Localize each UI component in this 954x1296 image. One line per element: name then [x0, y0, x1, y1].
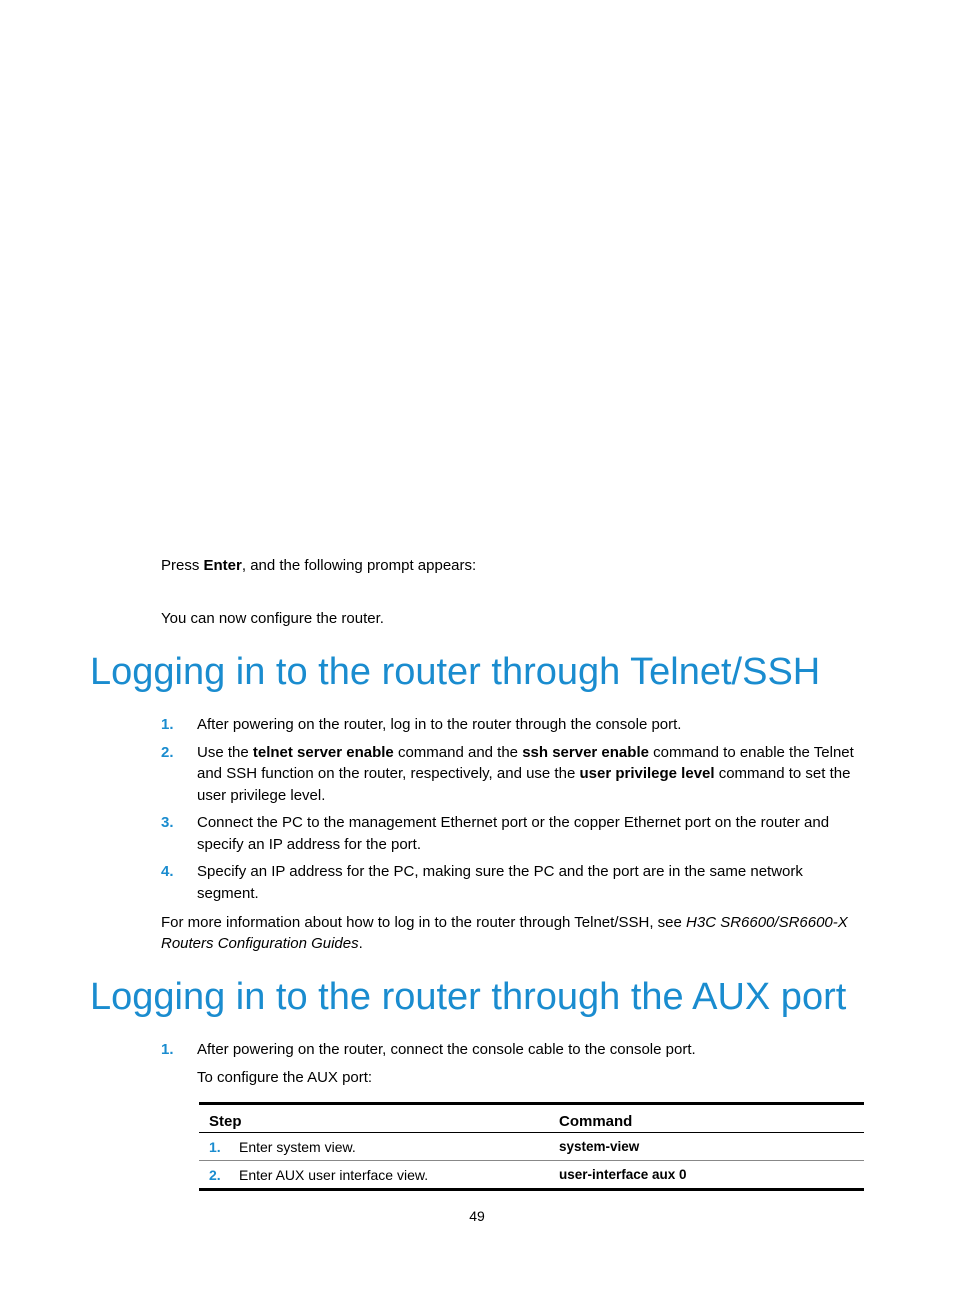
- list-item: 3. Connect the PC to the management Ethernet port or the copper Ethernet port on the router and specify an IP address for the port.: [161, 814, 830, 853]
- table-row: 2. Enter AUX user interface view. user-interface aux 0: [199, 1161, 864, 1190]
- privilege-command: user privilege level: [579, 765, 715, 782]
- aux-port-heading: Logging in to the router through the AUX port: [90, 976, 847, 1018]
- configure-now-paragraph: You can now configure the router.: [161, 610, 384, 627]
- telnet-command: telnet server enable: [252, 743, 394, 761]
- list-item: 4. Specify an IP address for the PC, making sure the PC and the port are in the same network segment.: [161, 863, 803, 902]
- configure-aux-label: To configure the AUX port:: [197, 1068, 373, 1086]
- list-item: 1. After powering on the router, log in to the router through the console port.: [161, 716, 682, 733]
- enter-key: Enter: [203, 557, 242, 574]
- aux-config-table: [199, 1102, 864, 1191]
- press-enter-paragraph: Press Enter, and the following prompt appears:: [161, 557, 477, 574]
- list-item: 2. Use the telnet server enable command and the ssh server enable command to enable the Telnet and SSH function on the router, respectively, and use the user privilege level command to set the user privilege level.: [161, 743, 854, 804]
- command-cell: system-view: [549, 1133, 864, 1161]
- command-column-header: Command: [549, 1104, 864, 1133]
- telnet-steps-list: [161, 714, 866, 910]
- list-item: 1. After powering on the router, connect the console cable to the console port. To configure the AUX port:: [161, 1039, 866, 1088]
- page-number: 49: [469, 1208, 485, 1224]
- more-info-paragraph: For more information about how to log in to the router through Telnet/SSH, see H3C SR6600/SR6600-X Routers Configuration Guides.: [161, 914, 848, 952]
- ssh-command: ssh server enable: [522, 743, 649, 761]
- step-column-header: Step: [199, 1104, 549, 1133]
- table-row: 1. Enter system view. system-view: [199, 1133, 864, 1161]
- command-cell: user-interface aux 0: [559, 1167, 687, 1182]
- telnet-ssh-heading: Logging in to the router through Telnet/SSH: [90, 651, 821, 693]
- aux-steps-list: [161, 1039, 866, 1094]
- config-guide-reference: H3C SR6600/SR6600-X Routers Configuration Guides: [161, 914, 848, 952]
